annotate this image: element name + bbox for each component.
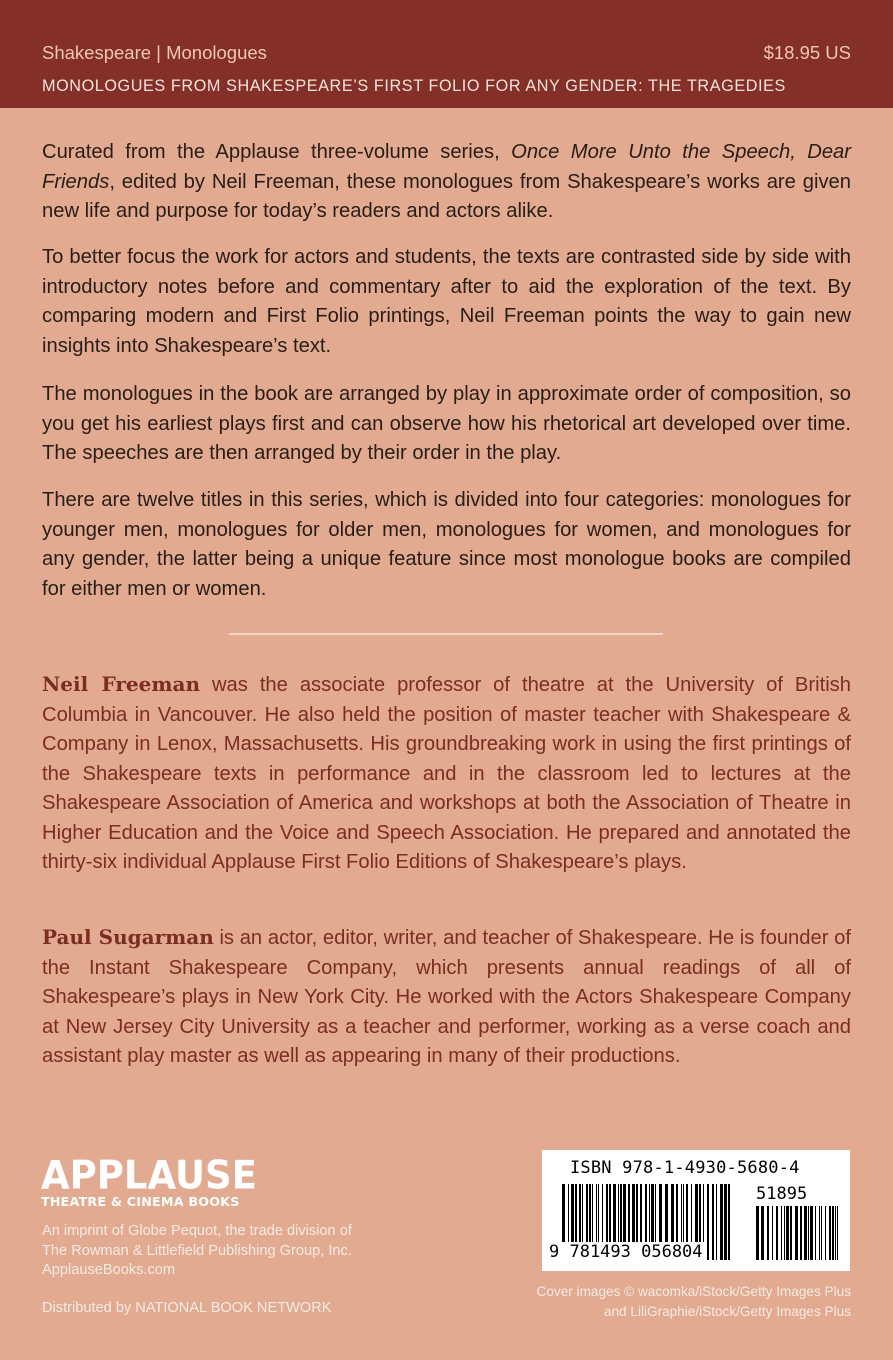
barcode-bar — [724, 1184, 727, 1260]
barcode-bar — [835, 1206, 836, 1260]
distributor-line: Distributed by NATIONAL BOOK NETWORK — [42, 1300, 332, 1316]
barcode-panel — [542, 1150, 850, 1271]
barcode-bar — [728, 1184, 730, 1260]
price-code: 51895 — [756, 1184, 808, 1204]
series-title: Once More Unto the Speech, Dear Friends — [42, 141, 852, 193]
section-divider — [229, 633, 663, 635]
barcode-bar — [707, 1184, 709, 1260]
barcode-bar — [832, 1206, 834, 1260]
barcode-bar — [781, 1206, 782, 1260]
bio-name-freeman: Neil Freeman — [42, 672, 201, 696]
barcode-bar — [800, 1206, 802, 1260]
category-label: Shakespeare | Monologues — [42, 42, 267, 63]
logo-wordmark: APPLAUSE — [41, 1152, 257, 1198]
isbn-label: ISBN 978-1-4930-5680-4 — [570, 1158, 800, 1178]
logo-subline: THEATRE & CINEMA BOOKS — [41, 1194, 240, 1209]
barcode-bar — [761, 1206, 764, 1260]
imprint-line: The Rowman & Littlefield Publishing Group, Inc. — [42, 1242, 352, 1259]
barcode-bar — [795, 1206, 798, 1260]
cover-credits — [491, 1282, 851, 1321]
barcode-bar — [825, 1206, 826, 1260]
barcode-bar — [756, 1206, 759, 1260]
imprint-info — [42, 1222, 462, 1281]
imprint-line: An imprint of Globe Pequot, the trade division of — [42, 1223, 352, 1239]
description-paragraph-3: The monologues in the book are arranged by play in approximate order of composition, so you get his earliest plays first and can observe how his rhetorical art developed over time. The speeches are then arranged by their order in the play. — [42, 383, 851, 464]
bio-text-sugarman: is an actor, editor, writer, and teacher of Shakespeare. He is founder of the Instant Shakespeare Company, which presents annual readings of all of Shakespeare’s plays in New York City. He worked with the Actors Shakespeare Company at New Jersey City University as a teacher and performer, working as a verse coach and assistant play master as well as appearing in many of their productions. — [42, 927, 851, 1067]
price-label: $18.95 US — [763, 42, 851, 63]
barcode-bar — [786, 1206, 789, 1260]
description-paragraph-4: There are twelve titles in this series, which is divided into four categories: monologues for younger men, monologues for older men, monologues for women, and monologues for any gender, the latter being a unique feature since most monologue books are compiled for either men or women. — [42, 489, 851, 600]
applause-logo — [41, 1152, 257, 1209]
barcode-bar — [767, 1206, 769, 1260]
barcode-bar — [784, 1206, 785, 1260]
barcode-bar — [819, 1206, 820, 1260]
barcode-bar — [829, 1206, 831, 1260]
barcode-bar — [772, 1206, 773, 1260]
barcode-bar — [815, 1206, 816, 1260]
bio-neil-freeman — [42, 670, 851, 878]
p1-text-end: , edited by Neil Freeman, these monologues from Shakespeare’s works are given new life and purpose for today’s readers and actors alike. — [42, 170, 851, 222]
top-banner — [0, 0, 893, 108]
bio-text-freeman: was the associate professor of theatre at the University of British Columbia in Vancouver. He also held the position of master teacher with Shakespeare & Company in Lenox, Massachusetts. His groundbreaking work in using the first printings of the Shakespeare texts in performance and in the classroom led to lectures at the Shakespeare Association of America and workshops at both the Association of Theatre in Higher Education and the Voice and Speech Association. He prepared and annotated the thirty-six individual Applause First Folio Editions of Shakespeare’s plays. — [42, 674, 852, 873]
barcode-bar — [810, 1206, 813, 1260]
barcode-bar — [716, 1184, 717, 1260]
publisher-website: ApplauseBooks.com — [42, 1262, 176, 1278]
description-paragraph-2: To better focus the work for actors and students, the texts are contrasted side by side with introductory notes before and commentary after to aid the exploration of the text. By comparing modern and First Folio printings, Neil Freeman points the way to gain new insights into Shakespeare’s text. — [42, 246, 851, 357]
barcode-bar — [821, 1206, 822, 1260]
barcode-bar — [837, 1206, 838, 1260]
description-paragraph-1 — [42, 138, 851, 227]
book-subtitle: MONOLOGUES FROM SHAKESPEARE’S FIRST FOLIO FOR ANY GENDER: THE TRAGEDIES — [42, 77, 786, 95]
barcode-bar — [808, 1206, 809, 1260]
ean-digits: 9 781493 056804 — [549, 1242, 703, 1262]
credit-line: Cover images © wacomka/iStock/Getty Images Plus — [536, 1284, 851, 1299]
credit-line: and LiliGraphie/iStock/Getty Images Plus — [603, 1303, 851, 1319]
barcode-bar — [804, 1206, 807, 1260]
bio-paul-sugarman — [42, 923, 851, 1072]
barcode-bar — [790, 1206, 792, 1260]
barcode-bar — [712, 1184, 714, 1260]
barcode-bar — [720, 1184, 723, 1260]
p1-text-start: Curated from the Applause three-volume series, — [42, 141, 512, 163]
bio-name-sugarman: Paul Sugarman — [42, 925, 214, 949]
barcode-bar — [776, 1206, 778, 1260]
